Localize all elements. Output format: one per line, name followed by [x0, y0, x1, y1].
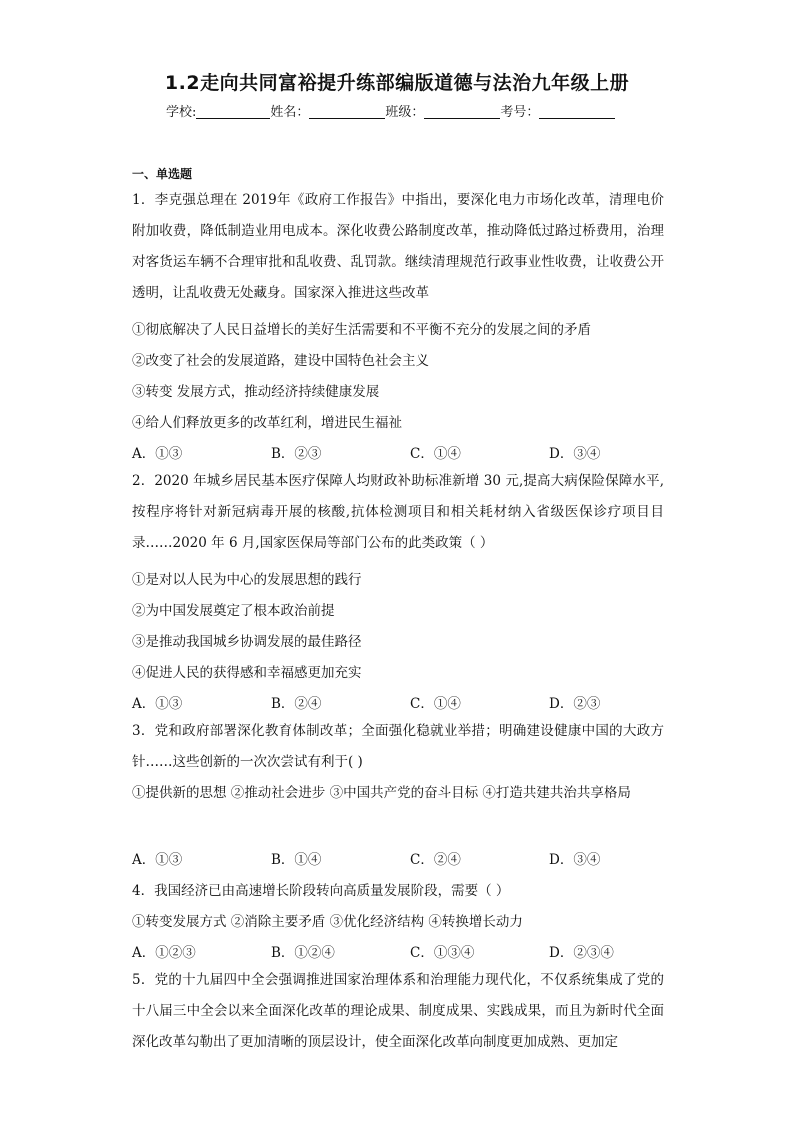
choice-c[interactable]: C．①③④ [410, 945, 475, 961]
question-1-option-2: ②改变了社会的发展道路，建设中国特色社会主义 [132, 353, 429, 369]
student-info-line [166, 101, 636, 120]
question-2-option-2: ②为中国发展奠定了根本政治前提 [132, 603, 335, 619]
choice-d[interactable]: D．②③ [549, 696, 601, 712]
choice-d[interactable]: D．②③④ [549, 945, 614, 961]
question-4-choices [132, 941, 672, 961]
choice-d[interactable]: D．③④ [549, 852, 601, 868]
question-4-options: ①转变发展方式 ②消除主要矛盾 ③优化经济结构 ④转换增长动力 [132, 914, 523, 930]
id-label: 考号： [500, 105, 540, 120]
question-4-stem: 4．我国经济已由高速增长阶段转向高质量发展阶段，需要（ ） [132, 883, 510, 899]
choice-c[interactable]: C．①④ [410, 696, 461, 712]
page-title: 1.2走向共同富裕提升练部编版道德与法治九年级上册 [164, 72, 630, 94]
choice-b[interactable]: B．②④ [271, 696, 322, 712]
question-2-option-4: ④促进人民的获得感和幸福感更加充实 [132, 665, 362, 681]
name-label: 姓名： [270, 105, 310, 120]
choice-a[interactable]: A．①②③ [132, 945, 196, 961]
question-3-choices [132, 848, 672, 868]
question-1-stem: 1．李克强总理在 2019年《政府工作报告》中指出，要深化电力市场化改革，清理电价附加收费，降低制造业用电成本。深化收费公路制度改革，推动降低过路过桥费用，治理对客货运车辆不合理审批和乱收费、乱罚款。继续清理规范行政事业性收费，让收费公开透明，让乱收费无处藏身。国家深入推进这些改革 [132, 192, 664, 301]
choice-b[interactable]: B．①②④ [271, 945, 335, 961]
choice-c[interactable]: C．①④ [410, 446, 461, 462]
choice-b[interactable]: B．①④ [271, 852, 322, 868]
class-label: 班级： [385, 105, 425, 120]
question-2-choices [132, 692, 672, 712]
school-blank[interactable] [196, 105, 270, 119]
question-2-stem: 2．2020 年城乡居民基本医疗保障人均财政补助标准新增 30 元,提高大病保险保障水平,按程序将针对新冠病毒开展的核酸,抗体检测项目和相关耗材纳入省级医保诊疗项目目录……2020 年 6 月,国家医保局等部门公布的此类政策（ ） [132, 473, 664, 551]
question-1-option-1: ①彻底解决了人民日益增长的美好生活需要和不平衡不充分的发展之间的矛盾 [132, 322, 591, 338]
name-blank[interactable] [309, 105, 385, 119]
question-2-option-1: ①是对以人民为中心的发展思想的践行 [132, 572, 362, 588]
choice-a[interactable]: A．①③ [132, 446, 183, 462]
school-label: 学校: [166, 105, 197, 120]
class-blank[interactable] [424, 105, 500, 119]
question-3-options: ①提供新的思想 ②推动社会进步 ③中国共产党的奋斗目标 ④打造共建共治共享格局 [132, 785, 631, 801]
question-3-stem: 3．党和政府部署深化教育体制改革；全面强化稳就业举措；明确建设健康中国的大政方针……这些创新的一次次尝试有利于( ) [132, 723, 664, 770]
question-1-option-4: ④给人们释放更多的改革红利，增进民生福祉 [132, 415, 402, 431]
choice-a[interactable]: A．①③ [132, 852, 183, 868]
id-blank[interactable] [539, 105, 615, 119]
choice-a[interactable]: A．①③ [132, 696, 183, 712]
question-1-choices [132, 442, 672, 462]
choice-c[interactable]: C．②④ [410, 852, 461, 868]
section-heading: 一、单选题 [132, 167, 193, 181]
question-1-option-3: ③转变 发展方式，推动经济持续健康发展 [132, 384, 380, 400]
question-5-stem: 5．党的十九届四中全会强调推进国家治理体系和治理能力现代化，不仅系统集成了党的十八届三中全会以来全面深化改革的理论成果、制度成果、实践成果，而且为新时代全面深化改革勾勒出了更加清晰的顶层设计，使全面深化改革向制度更加成熟、更加定 [132, 972, 664, 1050]
question-2-option-3: ③是推动我国城乡协调发展的最佳路径 [132, 634, 362, 650]
choice-b[interactable]: B．②③ [271, 446, 322, 462]
choice-d[interactable]: D．③④ [549, 446, 601, 462]
